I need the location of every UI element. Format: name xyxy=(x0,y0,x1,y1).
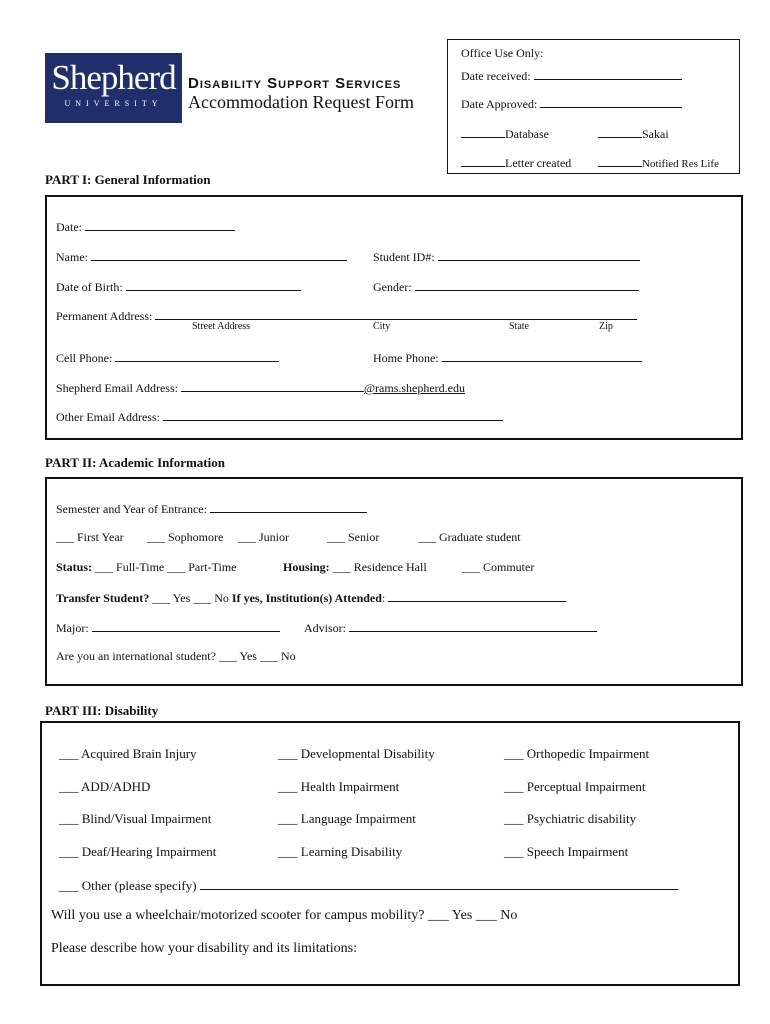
advisor-row xyxy=(304,619,597,636)
logo-name: Shepherd xyxy=(51,58,176,97)
address-field[interactable] xyxy=(155,307,637,320)
part2-heading: PART II: Academic Information xyxy=(45,455,225,470)
transfer-options[interactable]: ___ Yes ___ No xyxy=(152,591,229,605)
disability-option[interactable]: ___ Speech Impairment xyxy=(504,844,629,859)
other-disability-label[interactable]: ___ Other (please specify) xyxy=(59,878,197,893)
junior-option[interactable]: ___ Junior xyxy=(238,530,289,544)
student-id-label: Student ID#: xyxy=(373,250,435,264)
office-use-title: Office Use Only: xyxy=(461,46,544,60)
disability-option[interactable]: ___ Language Impairment xyxy=(278,811,416,826)
commuter-option[interactable]: ___ Commuter xyxy=(462,560,535,574)
email-domain: @rams.shepherd.edu xyxy=(363,381,466,395)
date-approved-field[interactable] xyxy=(540,95,682,108)
advisor-label: Advisor: xyxy=(304,621,346,635)
residence-hall-option[interactable]: ___ Residence Hall xyxy=(332,560,427,574)
other-email-field[interactable] xyxy=(163,408,503,421)
dob-label: Date of Birth: xyxy=(56,280,123,294)
notified-label: Notified Res Life xyxy=(642,158,719,170)
form-title: Accommodation Request Form xyxy=(188,92,414,112)
date-label: Date: xyxy=(56,220,82,234)
shepherd-email-label: Shepherd Email Address: xyxy=(56,381,178,395)
gender-field[interactable] xyxy=(415,278,639,291)
part3-box xyxy=(40,721,740,986)
student-id-field[interactable] xyxy=(438,248,640,261)
housing-row xyxy=(283,560,427,575)
sakai-check[interactable] xyxy=(598,125,669,142)
date-approved xyxy=(461,95,682,112)
shepherd-email-field[interactable] xyxy=(181,379,364,392)
institution-label: If yes, Institution(s) Attended xyxy=(231,591,382,605)
dob-row xyxy=(56,278,301,295)
status-label: Status: xyxy=(56,560,93,574)
cell-row xyxy=(56,349,279,366)
notified-check[interactable] xyxy=(598,154,719,170)
first-year-option[interactable]: ___ First Year xyxy=(56,530,124,544)
cell-label: Cell Phone: xyxy=(56,351,113,365)
semester-label: Semester and Year of Entrance: xyxy=(56,502,207,516)
state-label: State xyxy=(509,321,529,332)
describe-prompt: Please describe how your disability and its limitations: xyxy=(51,941,358,956)
major-label: Major: xyxy=(56,621,89,635)
disability-option[interactable]: ___ Learning Disability xyxy=(278,844,403,859)
advisor-field[interactable] xyxy=(349,619,597,632)
disability-option[interactable]: ___ Acquired Brain Injury xyxy=(59,746,197,761)
disability-option[interactable]: ___ Orthopedic Impairment xyxy=(504,746,650,761)
university-logo xyxy=(45,53,182,123)
graduate-option[interactable]: ___ Graduate student xyxy=(418,530,521,544)
letter-created-check[interactable] xyxy=(461,154,571,171)
disability-option[interactable]: ___ Perceptual Impairment xyxy=(504,779,646,794)
street-label: Street Address xyxy=(192,321,251,332)
disability-option[interactable]: ___ Developmental Disability xyxy=(278,746,435,761)
disability-option[interactable]: ___ Blind/Visual Impairment xyxy=(59,811,212,826)
housing-label: Housing: xyxy=(283,560,330,574)
home-label: Home Phone: xyxy=(373,351,439,365)
sophomore-option[interactable]: ___ Sophomore xyxy=(147,530,224,544)
part2-box xyxy=(45,477,743,686)
senior-option[interactable]: ___ Senior xyxy=(327,530,380,544)
date-row xyxy=(56,218,235,235)
student-id-row xyxy=(373,248,640,265)
disability-option[interactable]: ___ Deaf/Hearing Impairment xyxy=(59,844,217,859)
institution-field[interactable] xyxy=(388,589,566,602)
transfer-label: Transfer Student? xyxy=(56,591,150,605)
date-approved-label: Date Approved: xyxy=(461,97,538,111)
status-options[interactable]: ___ Full-Time ___ Part-Time xyxy=(95,560,237,574)
logo-sub: UNIVERSITY xyxy=(64,99,163,108)
disability-option[interactable]: ___ Psychiatric disability xyxy=(504,811,637,826)
gender-label: Gender: xyxy=(373,280,412,294)
sakai-label: Sakai xyxy=(642,127,669,141)
database-label: Database xyxy=(505,127,549,141)
city-label: City xyxy=(373,321,391,332)
other-disability-row xyxy=(59,877,678,894)
part1-box xyxy=(45,195,743,440)
part3-heading: PART III: Disability xyxy=(45,703,159,718)
date-received-label: Date received: xyxy=(461,69,531,83)
wheelchair-question[interactable]: Will you use a wheelchair/motorized scooter for campus mobility? ___ Yes ___ No xyxy=(51,908,518,923)
semester-field[interactable] xyxy=(210,500,367,513)
letter-created-label: Letter created xyxy=(505,156,572,170)
home-row xyxy=(373,349,642,366)
department-title: Disability Support Services xyxy=(188,75,402,92)
name-row xyxy=(56,248,347,265)
database-check[interactable] xyxy=(461,125,549,142)
disability-option[interactable]: ___ ADD/ADHD xyxy=(59,779,151,794)
semester-row xyxy=(56,500,367,517)
disability-option[interactable]: ___ Health Impairment xyxy=(278,779,400,794)
other-email-row xyxy=(56,408,503,425)
other-email-label: Other Email Address: xyxy=(56,410,160,424)
gender-row xyxy=(373,278,639,295)
address-label: Permanent Address: xyxy=(56,309,153,323)
transfer-row: Transfer Student? ___ Yes ___ No If yes, Institution(s) Attended: xyxy=(56,589,566,606)
home-field[interactable] xyxy=(442,349,642,362)
major-field[interactable] xyxy=(92,619,280,632)
shepherd-email-row xyxy=(56,379,465,396)
cell-field[interactable] xyxy=(115,349,279,362)
office-use-box xyxy=(447,39,740,174)
address-row xyxy=(56,307,637,324)
zip-label: Zip xyxy=(599,321,613,332)
date-received-field[interactable] xyxy=(534,67,682,80)
name-field[interactable] xyxy=(91,248,347,261)
other-disability-field[interactable] xyxy=(200,877,678,890)
date-field[interactable] xyxy=(85,218,235,231)
name-label: Name: xyxy=(56,250,88,264)
international-row[interactable]: Are you an international student? ___ Yes ___ No xyxy=(56,649,296,663)
date-received xyxy=(461,67,682,84)
dob-field[interactable] xyxy=(126,278,301,291)
status-row xyxy=(56,560,236,575)
major-row xyxy=(56,619,280,636)
part1-heading: PART I: General Information xyxy=(45,172,211,187)
